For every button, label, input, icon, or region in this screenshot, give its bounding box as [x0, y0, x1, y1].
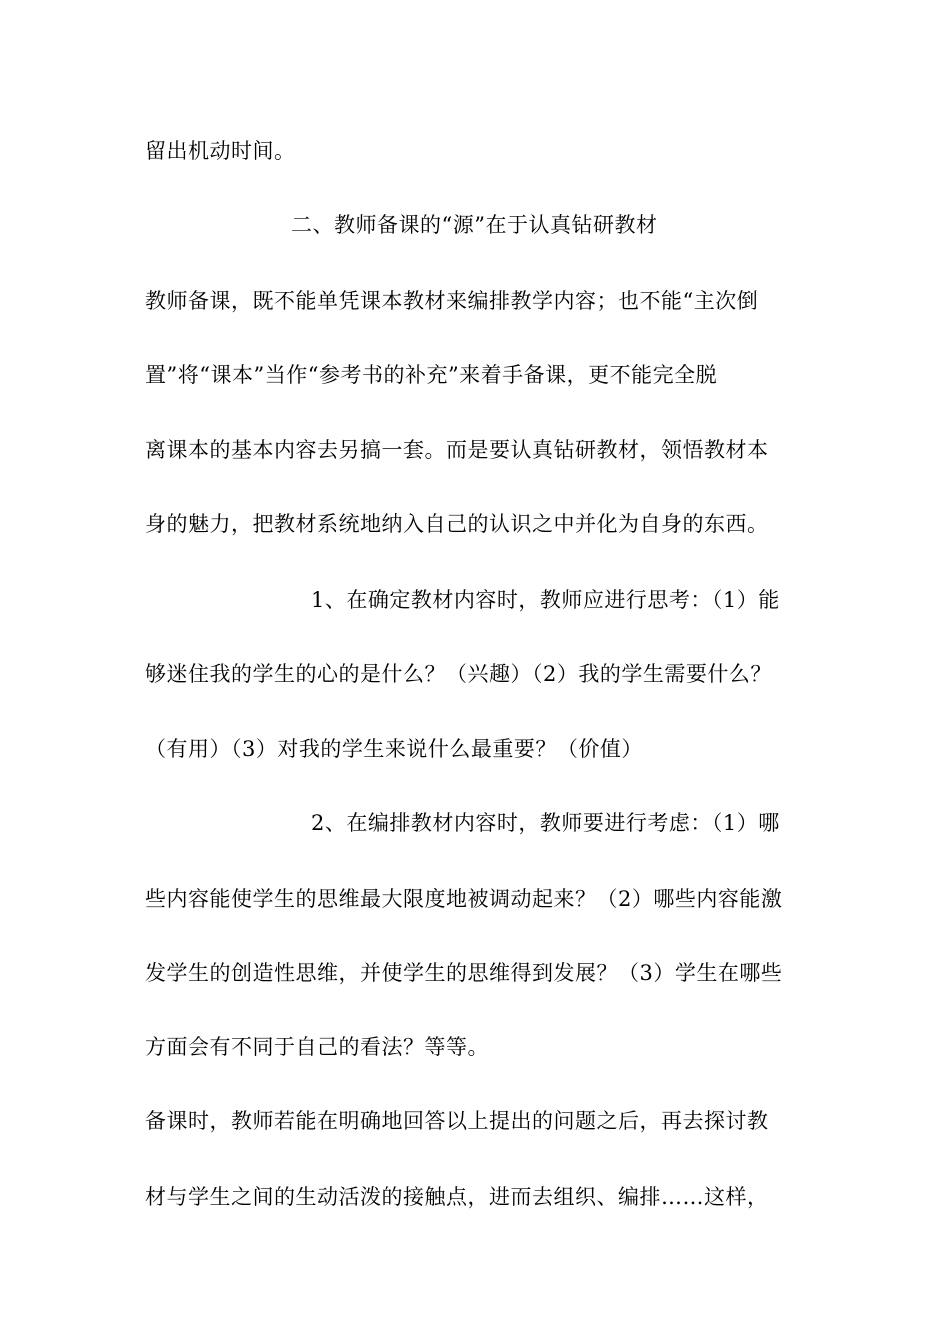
paragraph-line: 离课本的基本内容去另搞一套。而是要认真钻研教材，领悟教材本 [145, 438, 769, 462]
paragraph-line: 够迷住我的学生的心的是什么？（兴趣）（2）我的学生需要什么？ [145, 662, 772, 686]
paragraph-line: 教师备课，既不能单凭课本教材来编排教学内容；也不能“主次倒 [145, 289, 759, 313]
list-item-line: 2、在编排教材内容时，教师要进行考虑：（1）哪 [311, 811, 780, 835]
section-heading: 二、教师备课的“源”在于认真钻研教材 [291, 213, 658, 237]
paragraph-line: 材与学生之间的生动活泼的接触点，进而去组织、编排……这样， [145, 1185, 769, 1209]
paragraph-line: 置”将“课本”当作“参考书的补充”来着手备课，更不能完全脱 [145, 363, 718, 387]
paragraph-line: 些内容能使学生的思维最大限度地被调动起来？（2）哪些内容能激 [145, 887, 783, 911]
paragraph-line: 方面会有不同于自己的看法？等等。 [145, 1035, 489, 1059]
paragraph-line: 发学生的创造性思维，并使学生的思维得到发展？（3）学生在哪些 [145, 961, 783, 985]
paragraph-line: （有用）（3）对我的学生来说什么最重要？（价值） [145, 737, 643, 761]
paragraph-line: 留出机动时间。 [145, 139, 296, 163]
paragraph-line: 身的魅力，把教材系统地纳入自己的认识之中并化为自身的东西。 [145, 512, 769, 536]
paragraph-line: 备课时，教师若能在明确地回答以上提出的问题之后，再去探讨教 [145, 1109, 769, 1133]
list-item-line: 1、在确定教材内容时，教师应进行思考：（1）能 [311, 588, 780, 612]
